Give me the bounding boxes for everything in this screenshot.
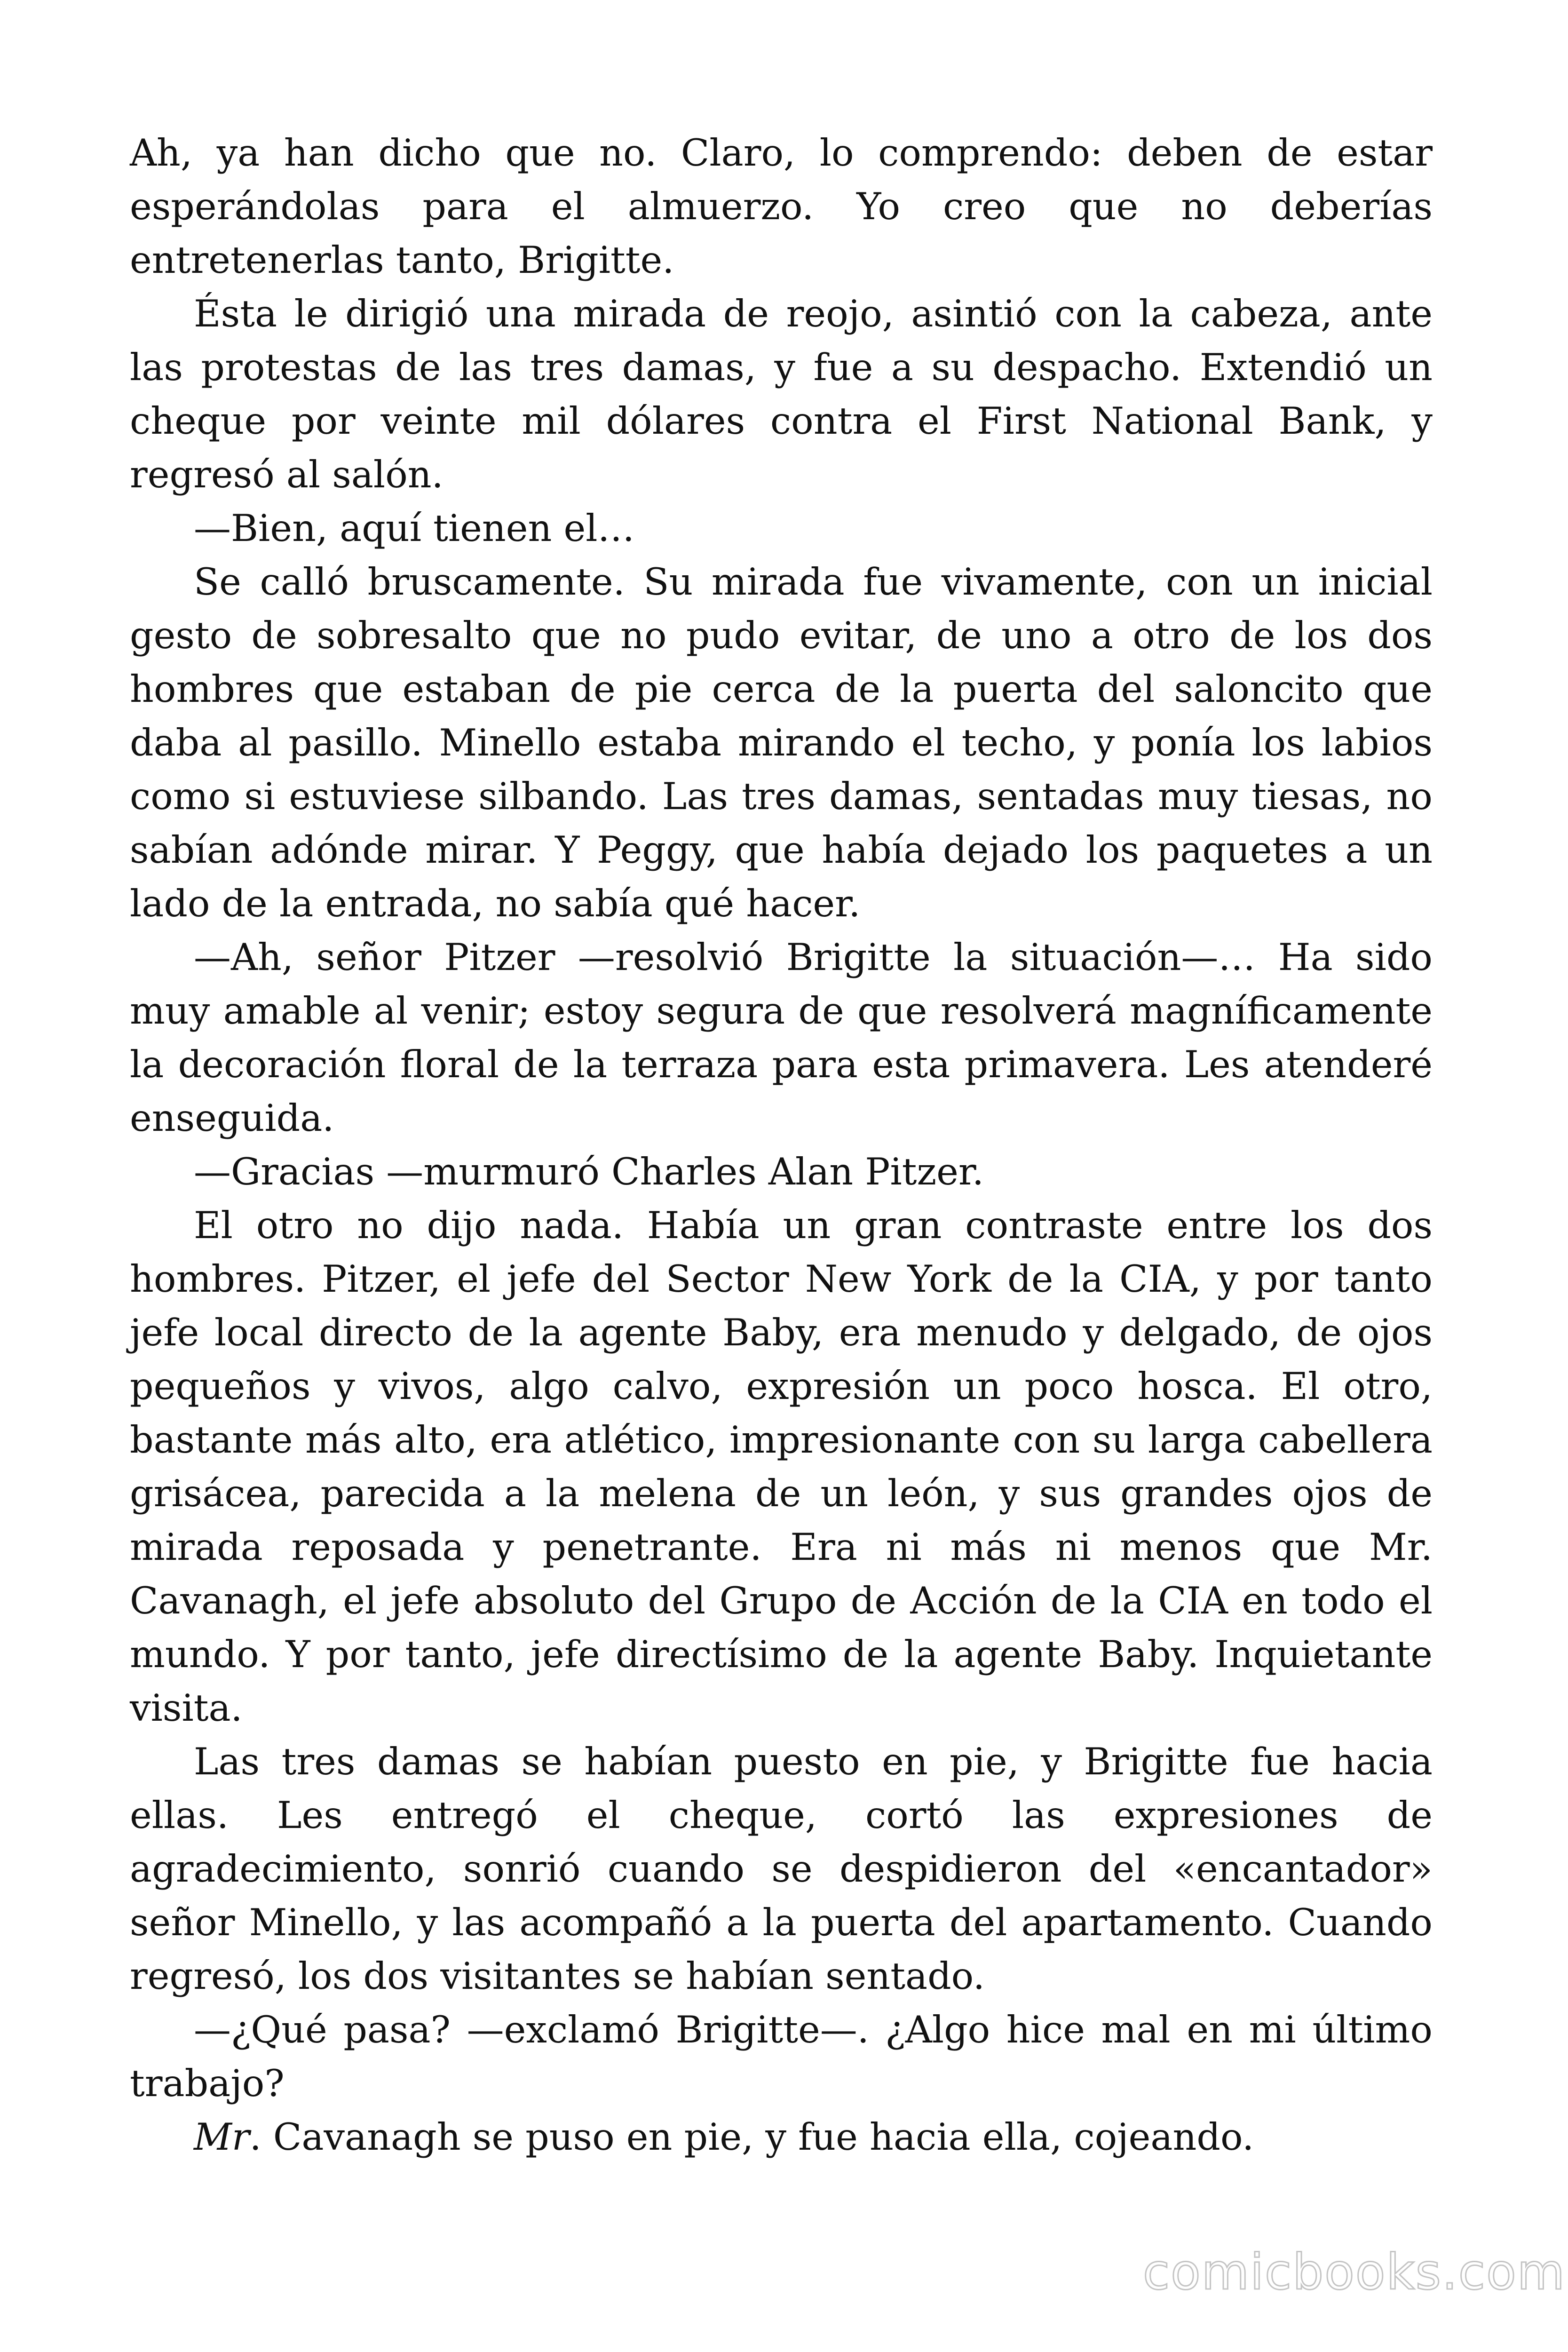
book-page-text xyxy=(130,126,1433,2164)
paragraph: El otro no dijo nada. Había un gran contraste entre los dos hombres. Pitzer, el jefe del Sector New York de la CIA, y por tanto jefe local directo de la agente Baby, era menudo y delgado, de ojos pequeños y vivos, algo calvo, expresión un poco hosca. El otro, bastante más alto, era atlético, impresionante con su larga cabellera grisácea, parecida a la melena de un león, y sus grandes ojos de mirada reposada y penetrante. Era ni más ni menos que Mr. Cavanagh, el jefe absoluto del Grupo de Acción de la CIA en todo el mundo. Y por tanto, jefe directísimo de la agente Baby. Inquietante visita. xyxy=(130,1204,1433,1730)
paragraph: —Bien, aquí tienen el… xyxy=(194,507,635,550)
source-watermark: comicbooks.com xyxy=(1143,2243,1566,2301)
paragraph xyxy=(130,2110,1433,2164)
paragraph: Ésta le dirigió una mirada de reojo, asintió con la cabeza, ante las protestas de las tres damas, y fue a su despacho. Extendió un cheque por veinte mil dólares contra el First National Bank, y regresó al salón. xyxy=(130,292,1433,496)
paragraph: Las tres damas se habían puesto en pie, y Brigitte fue hacia ellas. Les entregó el cheque, cortó las expresiones de agradecimiento, sonrió cuando se despidieron del «encantador» señor Minello, y las acompañó a la puerta del apartamento. Cuando regresó, los dos visitantes se habían sentado. xyxy=(130,1740,1433,1998)
paragraph: —Gracias —murmuró Charles Alan Pitzer. xyxy=(194,1150,984,1193)
paragraph: Ah, ya han dicho que no. Claro, lo comprendo: deben de estar esperándolas para el almuerzo. Yo creo que no deberías entretenerlas tanto, Brigitte. xyxy=(130,131,1433,282)
italic-abbreviation: Mr xyxy=(194,2115,250,2159)
paragraph: —Ah, señor Pitzer —resolvió Brigitte la situación—… Ha sido muy amable al venir; estoy segura de que resolverá magníficamente la decoración floral de la terraza para esta primavera. Les atenderé enseguida. xyxy=(130,936,1433,1140)
paragraph: Se calló bruscamente. Su mirada fue vivamente, con un inicial gesto de sobresalto que no pudo evitar, de uno a otro de los dos hombres que estaban de pie cerca de la puerta del saloncito que daba al pasillo. Minello estaba mirando el techo, y ponía los labios como si estuviese silbando. Las tres damas, sentadas muy tiesas, no sabían adónde mirar. Y Peggy, que había dejado los paquetes a un lado de la entrada, no sabía qué hacer. xyxy=(130,560,1433,925)
paragraph: —¿Qué pasa? —exclamó Brigitte—. ¿Algo hice mal en mi último trabajo? xyxy=(130,2008,1433,2105)
paragraph-continuation: . Cavanagh se puso en pie, y fue hacia ella, cojeando. xyxy=(249,2115,1254,2159)
